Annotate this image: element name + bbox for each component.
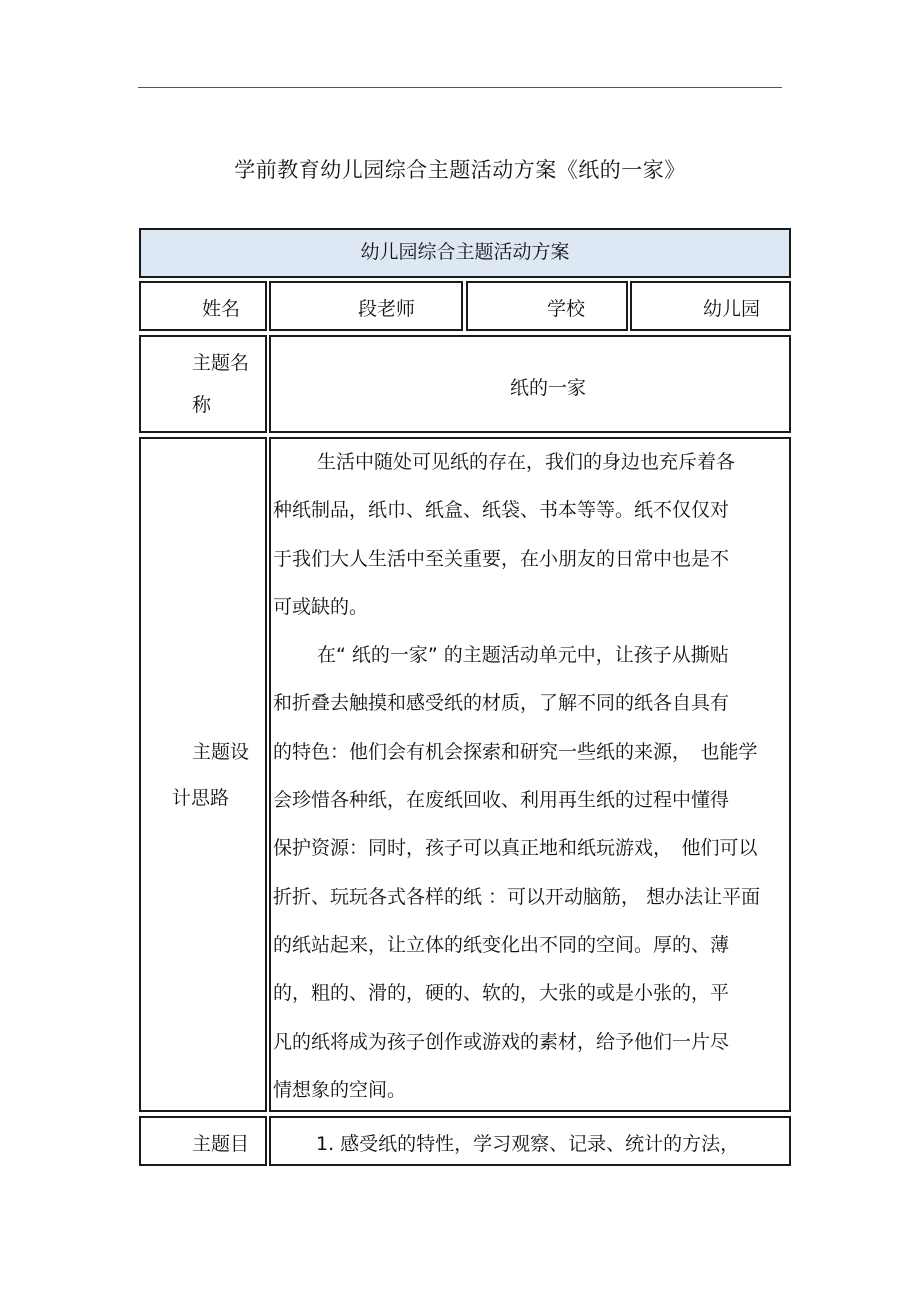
design-line: 保护资源：同时，孩子可以真正地和纸玩游戏， 他们可以 [273, 837, 758, 860]
theme-name-value-cell [269, 335, 791, 433]
design-line: 生活中随处可见纸的存在，我们的身边也充斥着各 [317, 451, 736, 473]
design-label-line1: 主题设 [192, 741, 250, 763]
name-value: 段老师 [358, 298, 416, 320]
goal-content-cell [269, 1116, 791, 1166]
design-line: 折折、玩玩各式各样的纸 ：可以开动脑筋， 想办法让平面 [273, 885, 761, 908]
design-line: 情想象的空间。 [273, 1078, 407, 1101]
design-line: 于我们大人生活中至关重要，在小朋友的日常中也是不 [273, 547, 730, 570]
design-content-cell [269, 437, 791, 1112]
design-label-cell [139, 437, 267, 1112]
design-line: 可或缺的。 [273, 595, 369, 618]
design-line: 的，粗的、滑的，硬的、软的，大张的或是小张的，平 [273, 982, 730, 1005]
top-divider [138, 87, 782, 88]
design-line: 会珍惜各种纸，在废纸回收、利用再生纸的过程中懂得 [273, 789, 730, 812]
name-label: 姓名 [202, 298, 241, 320]
goal-label-cell [139, 1116, 267, 1166]
document-title: 学前教育幼儿园综合主题活动方案《纸的一家》 [234, 158, 686, 182]
theme-name-label-line2: 称 [192, 394, 212, 416]
name-value-cell [269, 281, 463, 331]
theme-name-value: 纸的一家 [510, 377, 587, 399]
design-line: 和折叠去触摸和感受纸的材质，了解不同的纸各自具有 [273, 692, 730, 715]
name-label-cell [139, 281, 267, 331]
goal-first-line: 1. 感受纸的特性，学习观察、记录、统计的方法， [316, 1133, 740, 1155]
table-header: 幼儿园综合主题活动方案 [139, 228, 791, 278]
design-line: 凡的纸将成为孩子创作或游戏的素材，给予他们一片尽 [273, 1030, 730, 1053]
goal-label: 主题目 [192, 1133, 250, 1155]
design-line: 在“ 纸的一家” 的主题活动单元中，让孩子从撕贴 [317, 644, 729, 667]
school-value: 幼儿园 [703, 298, 761, 320]
theme-name-label-line1: 主题名 [192, 352, 250, 374]
theme-name-label-cell [139, 335, 267, 433]
school-label: 学校 [547, 298, 586, 320]
school-value-cell [630, 281, 791, 331]
design-line: 的纸站起来，让立体的纸变化出不同的空间。厚的、薄 [273, 933, 730, 956]
school-label-cell [466, 281, 628, 331]
design-label-line2: 计思路 [172, 787, 230, 809]
design-line: 的特色：他们会有机会探索和研究一些纸的来源， 也能学 [273, 740, 758, 763]
design-line: 种纸制品，纸巾、纸盒、纸袋、书本等等。纸不仅仅对 [273, 499, 730, 522]
